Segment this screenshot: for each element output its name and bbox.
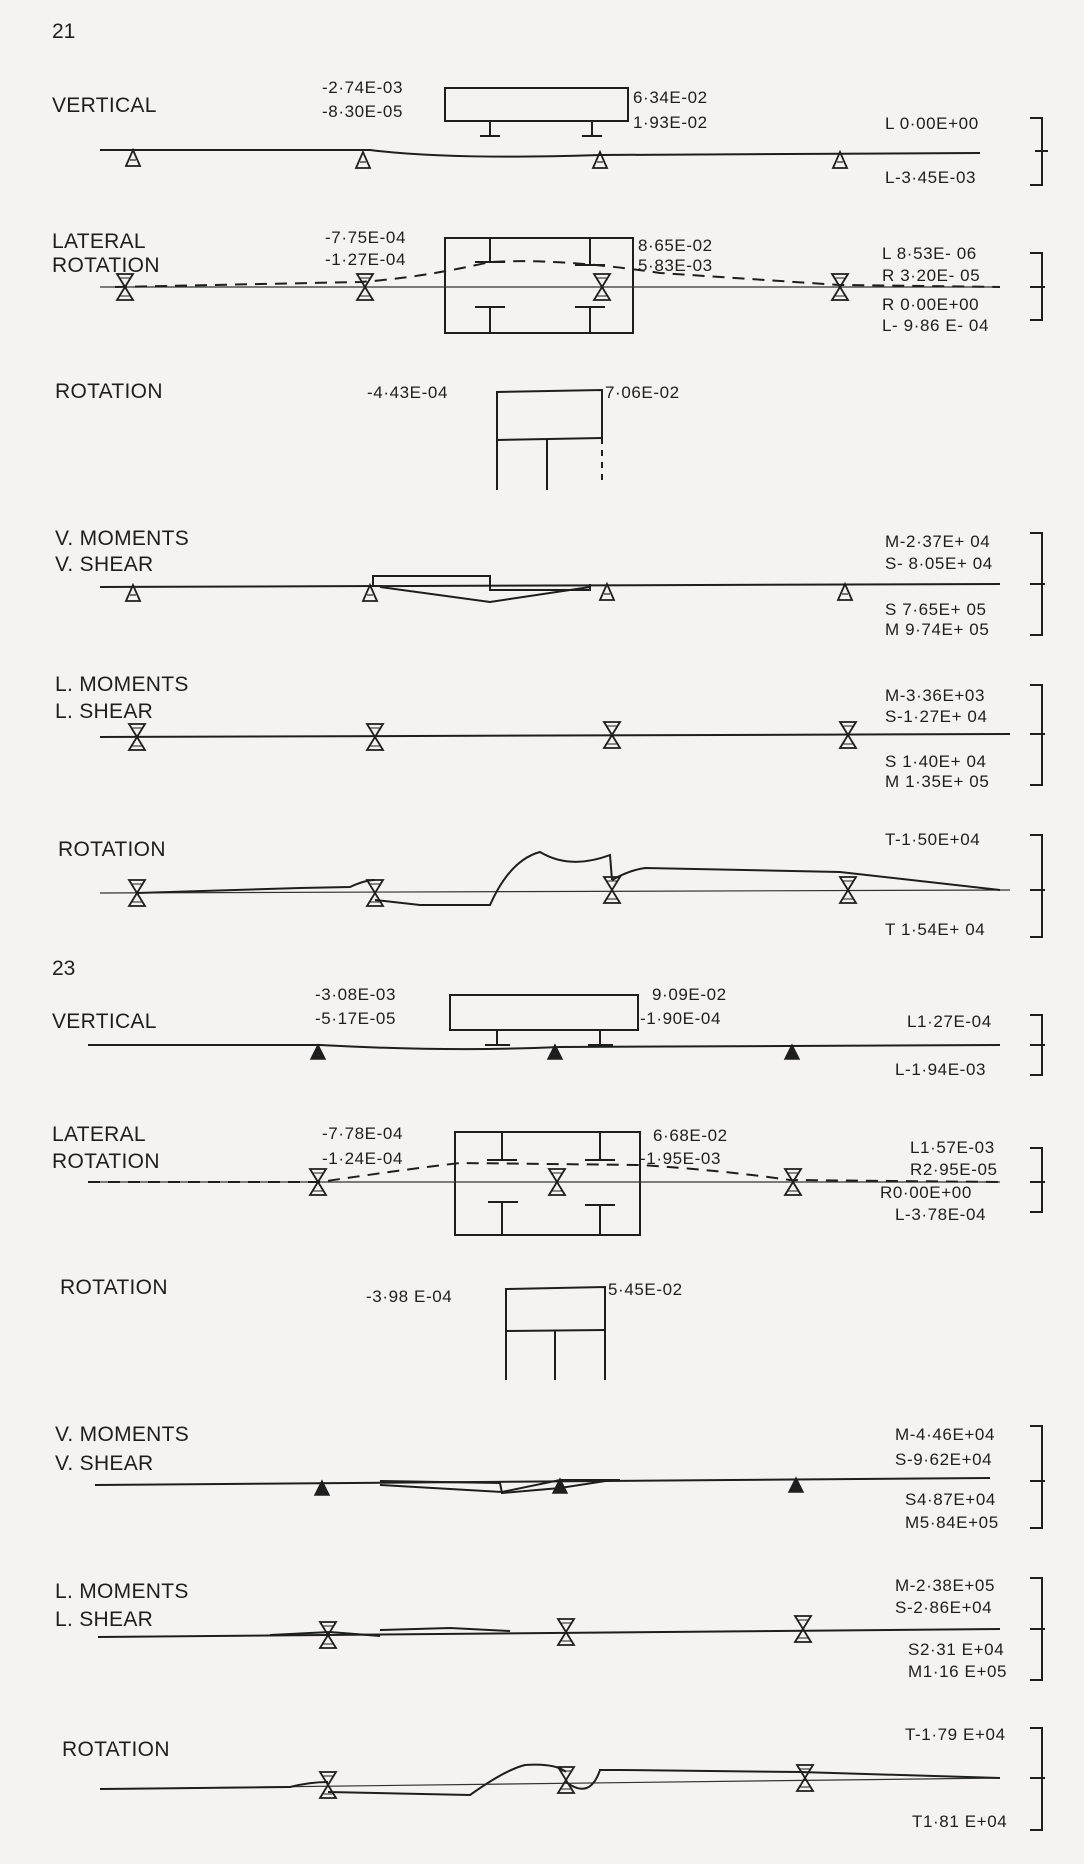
s23-vmoments-label-line2: V. SHEAR xyxy=(55,1452,154,1475)
s21-rotation-frame xyxy=(497,390,602,490)
s23-lateral-right-bottom: -1·95E-03 xyxy=(640,1149,721,1168)
s21-rotation-right: 7·06E-02 xyxy=(605,383,680,402)
s21-torsion-label: ROTATION xyxy=(58,838,166,861)
s23-torsion-range-top: T-1·79 E+04 xyxy=(905,1725,1006,1744)
s21-lateral-range-4: L- 9·86 E- 04 xyxy=(882,316,990,335)
s21-vmoments-label-line2: V. SHEAR xyxy=(55,553,154,576)
s23-lateral-right-top: 6·68E-02 xyxy=(653,1126,728,1145)
s23-rotation-left: -3·98 E-04 xyxy=(366,1287,453,1306)
section-number-21: 21 xyxy=(52,20,76,43)
s23-lateral-label-line2: ROTATION xyxy=(52,1150,160,1173)
s23-vmoments-range-3: S4·87E+04 xyxy=(905,1490,996,1509)
s23-torsion-label: ROTATION xyxy=(62,1738,170,1761)
s21-lateral-right-bottom: 5·83E-03 xyxy=(638,256,713,275)
s21-lateral-right-top: 8·65E-02 xyxy=(638,236,713,255)
s21-lmoments-range-2: S-1·27E+ 04 xyxy=(885,707,988,726)
s21-torsion-range-top: T-1·50E+04 xyxy=(885,830,981,849)
s23-vertical-left-top: -3·08E-03 xyxy=(315,985,396,1004)
s23-vertical-right-top: 9·09E-02 xyxy=(652,985,727,1004)
s21-vmoments-range-3: S 7·65E+ 05 xyxy=(885,600,987,619)
section-number-23: 23 xyxy=(52,957,76,980)
s21-lateral-label-line2: ROTATION xyxy=(52,254,160,277)
s21-lateral-range-3: R 0·00E+00 xyxy=(882,295,980,314)
s23-lateral-left-top: -7·78E-04 xyxy=(322,1124,403,1143)
s23-lateral-left-bottom: -1·24E-04 xyxy=(322,1149,403,1168)
s21-lateral-label-line1: LATERAL xyxy=(52,230,146,253)
s23-vmoments-range-1: M-4·46E+04 xyxy=(895,1425,996,1444)
s23-vmoments-range-2: S-9·62E+04 xyxy=(895,1450,993,1469)
s21-lateral-left-bottom: -1·27E-04 xyxy=(325,250,406,269)
s23-rotation-label: ROTATION xyxy=(60,1276,168,1299)
s21-lmoments-range-1: M-3·36E+03 xyxy=(885,686,986,705)
s21-vertical-range-top: L 0·00E+00 xyxy=(885,114,979,133)
s23-lateral-range-2: R2·95E-05 xyxy=(910,1160,998,1179)
s21-vmoments-range-4: M 9·74E+ 05 xyxy=(885,620,990,639)
s21-lateral-range-2: R 3·20E- 05 xyxy=(882,266,981,285)
s21-vertical-left-top: -2·74E-03 xyxy=(322,78,403,97)
s21-vertical-left-bottom: -8·30E-05 xyxy=(322,102,403,121)
s21-vertical-label: VERTICAL xyxy=(52,94,157,117)
s23-lateral-label-line1: LATERAL xyxy=(52,1123,146,1146)
s21-rotation-left: -4·43E-04 xyxy=(367,383,448,402)
s23-rotation-right: 5·45E-02 xyxy=(608,1280,683,1299)
s23-torsion-range-bottom: T1·81 E+04 xyxy=(912,1812,1008,1831)
s23-lateral-range-4: L-3·78E-04 xyxy=(895,1205,987,1224)
s23-torsion-diagram xyxy=(100,1728,1045,1830)
s23-lateral-range-1: L1·57E-03 xyxy=(910,1138,995,1157)
s23-lmoments-label-line1: L. MOMENTS xyxy=(55,1580,189,1603)
s21-vertical-right-top: 6·34E-02 xyxy=(633,88,708,107)
s23-lmoments-range-3: S2·31 E+04 xyxy=(908,1640,1005,1659)
s23-lmoments-range-4: M1·16 E+05 xyxy=(908,1662,1008,1681)
s23-vertical-range-top: L1·27E-04 xyxy=(907,1012,992,1031)
s23-vmoments-range-4: M5·84E+05 xyxy=(905,1513,999,1532)
s21-torsion-range-bottom: T 1·54E+ 04 xyxy=(885,920,986,939)
s23-vertical-right-bottom: -1·90E-04 xyxy=(640,1009,721,1028)
s21-lateral-range-1: L 8·53E- 06 xyxy=(882,244,977,263)
s21-vertical-range-bottom: L-3·45E-03 xyxy=(885,168,977,187)
s23-lateral-range-3: R0·00E+00 xyxy=(880,1183,972,1202)
s23-lmoments-range-2: S-2·86E+04 xyxy=(895,1598,993,1617)
s23-vmoments-label-line1: V. MOMENTS xyxy=(55,1423,190,1446)
s21-vertical-right-bottom: 1·93E-02 xyxy=(633,113,708,132)
s23-vertical-left-bottom: -5·17E-05 xyxy=(315,1009,396,1028)
s21-vmoments-range-2: S- 8·05E+ 04 xyxy=(885,554,993,573)
s21-lmoments-range-3: S 1·40E+ 04 xyxy=(885,752,987,771)
s23-vertical-range-bottom: L-1·94E-03 xyxy=(895,1060,987,1079)
s23-vertical-label: VERTICAL xyxy=(52,1010,157,1033)
s21-rotation-label: ROTATION xyxy=(55,380,163,403)
s21-lmoments-label-line1: L. MOMENTS xyxy=(55,673,189,696)
s21-vmoments-label-line1: V. MOMENTS xyxy=(55,527,190,550)
s23-lmoments-label-line2: L. SHEAR xyxy=(55,1608,154,1631)
s21-lmoments-label-line2: L. SHEAR xyxy=(55,700,154,723)
s21-vmoments-range-1: M-2·37E+ 04 xyxy=(885,532,991,551)
s23-lmoments-range-1: M-2·38E+05 xyxy=(895,1576,996,1595)
s23-rotation-frame xyxy=(506,1287,605,1380)
s21-lmoments-range-4: M 1·35E+ 05 xyxy=(885,772,990,791)
s21-lateral-left-top: -7·75E-04 xyxy=(325,228,406,247)
